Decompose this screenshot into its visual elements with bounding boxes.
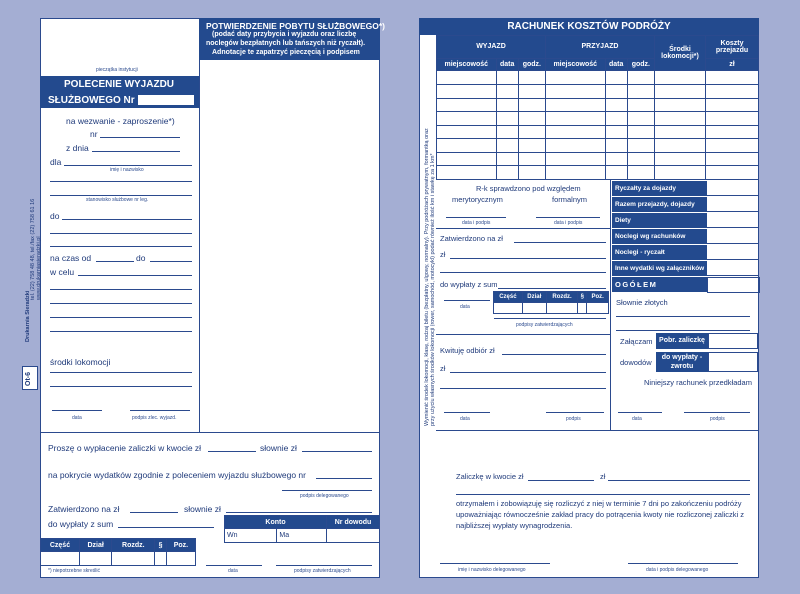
- travel-row: [437, 152, 759, 166]
- order-number-field[interactable]: [138, 95, 194, 105]
- zaliczke-zl: zł: [600, 472, 606, 481]
- summary-label: OGÓŁEM: [612, 277, 707, 292]
- do-wyplaty-zwrotu-label: do wypłaty - zwrotu: [656, 352, 708, 372]
- przy-miejscowosc: miejscowość: [545, 58, 605, 71]
- srodki-header: Środki lokomocji*): [655, 36, 706, 71]
- printer-name: Drukarnia Sieradzki: [25, 290, 31, 342]
- r-cell-poz[interactable]: [587, 303, 609, 314]
- dla-field-2[interactable]: [50, 181, 192, 182]
- travel-cell[interactable]: [518, 85, 545, 99]
- r-cell-paragraf[interactable]: [578, 303, 587, 314]
- cell-rozdz[interactable]: [112, 552, 155, 566]
- merytorycznym: merytorycznym: [452, 195, 503, 204]
- ma-cell[interactable]: Ma: [277, 529, 327, 543]
- order-podpis-caption: podpis zlec. wyjazd.: [132, 415, 177, 421]
- travel-cell[interactable]: [605, 112, 627, 126]
- r-cell-rozdz[interactable]: [546, 303, 578, 314]
- kwituje-label: Kwituję odbiór zł: [440, 346, 495, 355]
- travel-cell[interactable]: [518, 112, 545, 126]
- col-dzial: Dział: [79, 539, 111, 552]
- travel-cell[interactable]: [496, 98, 518, 112]
- r-col-paragraf: §: [578, 292, 587, 303]
- order-data-caption: data: [72, 415, 82, 421]
- do-wyplaty-zwrotu-value[interactable]: [708, 352, 758, 372]
- right-wyplaty-field[interactable]: [498, 288, 606, 289]
- zaliczke-field-2[interactable]: [456, 494, 750, 495]
- confirm-sub-2: noclegów bezpłatnych lub tańszych niż ryczałt).: [206, 40, 366, 47]
- travel-cell[interactable]: [605, 85, 627, 99]
- printer-web: www.drukarniasieradzki.pl: [36, 236, 42, 300]
- travel-cell[interactable]: [437, 152, 497, 166]
- kwituje-zl: zł: [440, 364, 446, 373]
- travel-row: [437, 98, 759, 112]
- cell-dzial[interactable]: [79, 552, 111, 566]
- left-zatw-podpis-line[interactable]: [276, 565, 372, 566]
- col-paragraf: §: [155, 539, 167, 552]
- right-zatw-field[interactable]: [514, 242, 606, 243]
- right-data-caption: data: [460, 304, 470, 310]
- right-zl-field[interactable]: [450, 258, 606, 259]
- r-cell-dzial[interactable]: [522, 303, 546, 314]
- col-poz: Poz.: [166, 539, 195, 552]
- confirm-sub-1: (podać daty przybycia i wyjazdu oraz liczbę: [212, 31, 357, 38]
- travel-cell[interactable]: [437, 85, 497, 99]
- r-col-rozdz: Rozdz.: [546, 292, 578, 303]
- formalny-caption: data i podpis: [554, 220, 583, 226]
- cell-poz[interactable]: [166, 552, 195, 566]
- travel-cell[interactable]: [706, 98, 759, 112]
- na-czas-od-label: na czas od: [50, 253, 92, 263]
- koszty-header: Koszty przejazdu: [706, 36, 759, 59]
- summary-value[interactable]: [707, 213, 758, 228]
- travel-cell[interactable]: [706, 125, 759, 139]
- obligation-text: otrzymałem i zobowiązuję się rozliczyć z niej w terminie 7 dni po zakończeniu podróży upoważniając równocześnie zakład pracy do potrącenia kwoty nie rozliczonej zaliczki z najbliższej wypłaty wynagrodzenia.: [456, 499, 745, 530]
- r-cell-czesc[interactable]: [494, 303, 523, 314]
- travel-cell[interactable]: [518, 71, 545, 85]
- travel-row: [437, 166, 759, 180]
- niniejszy-rachunek: Niniejszy rachunek przedkładam: [644, 378, 752, 387]
- cell-czesc[interactable]: [41, 552, 80, 566]
- kwituje-separator: [436, 334, 610, 335]
- right-bottom-separator: [436, 430, 759, 431]
- summary-value[interactable]: [707, 245, 758, 260]
- dla-label: dla: [50, 157, 62, 167]
- travel-cell[interactable]: [706, 152, 759, 166]
- kwituje-field[interactable]: [502, 354, 606, 355]
- w-celu-field-2[interactable]: [50, 289, 192, 290]
- r-col-czesc: Część: [494, 292, 523, 303]
- travel-cell[interactable]: [545, 166, 605, 180]
- advance-slownie-field[interactable]: [302, 451, 372, 452]
- kwituje-zl-field[interactable]: [450, 372, 606, 373]
- summary-label: Ryczałty za dojazdy: [612, 181, 707, 196]
- travel-cell[interactable]: [496, 152, 518, 166]
- travel-cell[interactable]: [706, 85, 759, 99]
- pobr-zaliczke-value[interactable]: [708, 333, 758, 349]
- niniejszy-podpis-caption: podpis: [710, 416, 725, 422]
- travel-cell[interactable]: [605, 125, 627, 139]
- slownie-zlotych: Słownie złotych: [616, 298, 668, 307]
- zaliczke-zl-field[interactable]: [608, 480, 750, 481]
- travel-cell[interactable]: [627, 85, 654, 99]
- right-zl-field-2[interactable]: [440, 272, 606, 273]
- imie-caption: imię i nazwisko: [110, 167, 144, 173]
- left-zatw-podpis-caption: podpisy zatwierdzających: [294, 568, 351, 574]
- travel-cell[interactable]: [627, 125, 654, 139]
- travel-cell[interactable]: [496, 125, 518, 139]
- right-zatwierdzono: Zatwierdzono na zł: [440, 234, 503, 243]
- travel-cell[interactable]: [437, 125, 497, 139]
- advance-wyplaty-field[interactable]: [118, 527, 214, 528]
- travel-cell[interactable]: [545, 152, 605, 166]
- invitation-label: na wezwanie - zaproszenie*): [66, 116, 175, 126]
- travel-cell[interactable]: [655, 71, 706, 85]
- travel-cell[interactable]: [545, 139, 605, 153]
- stamp-caption: pieczątka instytucji: [96, 67, 138, 73]
- summary-label: Noclegi wg rachunków: [612, 229, 707, 244]
- cell-paragraf[interactable]: [155, 552, 167, 566]
- travel-row: [437, 85, 759, 99]
- w-celu-label: w celu: [50, 267, 75, 277]
- right-class-table: [493, 291, 609, 314]
- verify-separator: [436, 228, 610, 229]
- travel-cell[interactable]: [518, 139, 545, 153]
- dla-field-3[interactable]: [50, 195, 192, 196]
- advance-amount-field[interactable]: [208, 451, 256, 452]
- right-zl-label: zł: [440, 250, 446, 259]
- travel-rows: [437, 71, 759, 180]
- confirm-area[interactable]: [200, 61, 378, 431]
- w-celu-field-4[interactable]: [50, 317, 192, 318]
- summary-value[interactable]: [707, 261, 758, 276]
- advance-nr-field[interactable]: [316, 478, 372, 479]
- kwituje-data-caption: data: [460, 416, 470, 422]
- do-field[interactable]: [62, 219, 192, 220]
- left-class-table: [40, 538, 196, 566]
- travel-row: [437, 112, 759, 126]
- slownie-field-2[interactable]: [616, 330, 750, 331]
- order-data-line[interactable]: [52, 410, 102, 411]
- dla-field[interactable]: [64, 165, 192, 166]
- zaliczke-label: Zaliczkę w kwocie zł: [456, 472, 524, 481]
- imie-deleg-line[interactable]: [440, 563, 550, 564]
- advance-slownie2: słownie zł: [184, 504, 221, 514]
- travel-cell[interactable]: [655, 85, 706, 99]
- travel-cell[interactable]: [605, 166, 627, 180]
- summary-label: Diety: [612, 213, 707, 228]
- left-zatw-data-line[interactable]: [206, 565, 262, 566]
- w-celu-field[interactable]: [78, 275, 192, 276]
- advance-zatw-field[interactable]: [130, 512, 178, 513]
- travel-cell[interactable]: [437, 98, 497, 112]
- srodki-label: środki lokomocji: [50, 357, 111, 367]
- col-rozdz: Rozdz.: [112, 539, 155, 552]
- advance-do-wyplaty: do wypłaty z sum: [48, 519, 114, 529]
- printer-contact: tel. (22) 758 48 48, tel./fax (22) 758 61 16: [30, 198, 36, 300]
- summary-label: Inne wydatki wg załączników: [612, 261, 707, 276]
- do-field-2[interactable]: [50, 233, 192, 234]
- podpis-deleg-line[interactable]: [628, 563, 738, 564]
- travel-cell[interactable]: [605, 98, 627, 112]
- summary-value[interactable]: [707, 197, 758, 212]
- travel-table: [436, 35, 759, 180]
- w-celu-field-3[interactable]: [50, 303, 192, 304]
- footnote: *) niepotrzebne skreślić: [48, 568, 100, 574]
- nr-dowodu-header: Nr dowodu: [327, 516, 380, 529]
- travel-cell[interactable]: [627, 112, 654, 126]
- travel-cell[interactable]: [518, 166, 545, 180]
- travel-cell[interactable]: [496, 139, 518, 153]
- advance-zatwierdzono: Zatwierdzono na zł: [48, 504, 120, 514]
- przy-data: data: [605, 58, 627, 71]
- podpis-deleg-caption: data i podpis delegowanego: [646, 567, 709, 573]
- niniejszy-podpis-line[interactable]: [684, 412, 750, 413]
- travel-cell[interactable]: [605, 71, 627, 85]
- imie-deleg-caption: imię i nazwisko delegowanego: [458, 567, 526, 573]
- wyj-miejscowosc: miejscowość: [437, 58, 497, 71]
- transport-note-1: Wymienić środek lokomocji, klasę, rodzaj biletu (bezpłatny, ulgowy, normalny). Przy podróżach prywatnym, formantką oraz: [424, 128, 430, 426]
- r-col-poz: Poz.: [587, 292, 609, 303]
- travel-cell[interactable]: [518, 152, 545, 166]
- kwituje-podpis-line[interactable]: [546, 412, 604, 413]
- travel-cell[interactable]: [655, 125, 706, 139]
- z-dnia-field[interactable]: [92, 151, 180, 152]
- travel-cell[interactable]: [605, 152, 627, 166]
- cost-title-bar: RACHUNEK KOSZTÓW PODRÓŻY: [419, 18, 759, 35]
- wyj-data: data: [496, 58, 518, 71]
- travel-cell[interactable]: [706, 71, 759, 85]
- right-data-line[interactable]: [444, 300, 490, 301]
- travel-cell[interactable]: [627, 152, 654, 166]
- do-field-3[interactable]: [50, 246, 192, 247]
- travel-cell[interactable]: [545, 85, 605, 99]
- w-celu-field-5[interactable]: [50, 331, 192, 332]
- travel-cell[interactable]: [627, 98, 654, 112]
- niniejszy-data-caption: data: [632, 416, 642, 422]
- formalny-line[interactable]: [536, 217, 600, 218]
- advance-separator: [40, 432, 380, 433]
- dowodow: dowodów: [620, 358, 652, 367]
- travel-cell[interactable]: [627, 71, 654, 85]
- travel-cell[interactable]: [655, 112, 706, 126]
- niniejszy-data-line[interactable]: [618, 412, 662, 413]
- wn-cell[interactable]: Wn: [225, 529, 277, 543]
- kwituje-data-line[interactable]: [444, 412, 490, 413]
- konto-table: [224, 515, 380, 543]
- summary-label: Razem przejazdy, dojazdy: [612, 197, 707, 212]
- travel-cell[interactable]: [655, 139, 706, 153]
- travel-row: [437, 71, 759, 85]
- travel-cell[interactable]: [437, 139, 497, 153]
- zaliczke-field[interactable]: [528, 480, 594, 481]
- ogolem-value[interactable]: [707, 277, 760, 293]
- advance-line2: na pokrycie wydatków zgodnie z poleceniem wyjazdu służbowego nr: [48, 470, 306, 480]
- wyjazd-header: WYJAZD: [437, 36, 546, 59]
- kwituje-zl-field-2[interactable]: [440, 388, 606, 389]
- stanowisko-caption: stanowisko służbowe nr leg.: [86, 197, 149, 203]
- merytoryczny-caption: data i podpis: [462, 220, 491, 226]
- travel-row: [437, 125, 759, 139]
- travel-cell[interactable]: [496, 112, 518, 126]
- transport-note-2: przy użyciu własnych środków lokomocji (rower, samochód, motocykl) podać również ilość km i stawkę za 1 km*: [430, 153, 436, 426]
- travel-cell[interactable]: [655, 152, 706, 166]
- summary-value[interactable]: [707, 181, 758, 196]
- travel-cell[interactable]: [437, 166, 497, 180]
- travel-cell[interactable]: [655, 98, 706, 112]
- od-field[interactable]: [96, 261, 134, 262]
- wyj-godz: godz.: [518, 58, 545, 71]
- kwituje-podpis-caption: podpis: [566, 416, 581, 422]
- do-label: do: [50, 211, 60, 221]
- travel-cell[interactable]: [627, 139, 654, 153]
- travel-cell[interactable]: [496, 85, 518, 99]
- nr-dowodu-cell[interactable]: [327, 529, 380, 543]
- advance-line1: Proszę o wypłacenie zaliczki w kwocie zł: [48, 443, 202, 453]
- right-do-wyplaty: do wypłaty z sum: [440, 280, 498, 289]
- travel-row: [437, 139, 759, 153]
- pobr-zaliczke-label: Pobr. zaliczkę: [656, 333, 708, 349]
- do2-label: do: [136, 253, 146, 263]
- advance-slownie2-field[interactable]: [226, 512, 372, 513]
- travel-cell[interactable]: [496, 71, 518, 85]
- zalaczam: Załączam: [620, 337, 653, 346]
- order-title-line2: SŁUŻBOWEGO Nr: [48, 95, 135, 106]
- travel-cell[interactable]: [437, 71, 497, 85]
- travel-cell[interactable]: [706, 139, 759, 153]
- koszty-zl: zł: [706, 58, 759, 71]
- travel-cell[interactable]: [545, 71, 605, 85]
- travel-cell[interactable]: [605, 139, 627, 153]
- travel-cell[interactable]: [545, 125, 605, 139]
- merytoryczny-line[interactable]: [446, 217, 506, 218]
- right-zatw-sig-line[interactable]: [494, 318, 606, 319]
- travel-cell[interactable]: [518, 98, 545, 112]
- confirm-sub-3: Adnotacje te zapatrzyć pieczęcią i podpisem: [212, 49, 360, 56]
- travel-cell[interactable]: [545, 112, 605, 126]
- srodki-field-2[interactable]: [50, 386, 192, 387]
- travel-cell[interactable]: [627, 166, 654, 180]
- nr-label: nr: [90, 129, 98, 139]
- right-zatw-sig-caption: podpisy zatwierdzających: [516, 322, 573, 328]
- r-col-dzial: Dział: [522, 292, 546, 303]
- travel-cell[interactable]: [655, 166, 706, 180]
- travel-cell[interactable]: [706, 166, 759, 180]
- left-zatw-data-caption: data: [228, 568, 238, 574]
- advance-slownie: słownie zł: [260, 443, 297, 453]
- nr-field[interactable]: [100, 137, 180, 138]
- rk-sprawdzono: R-k sprawdzono pod względem: [476, 184, 581, 193]
- travel-cell[interactable]: [496, 166, 518, 180]
- srodki-field[interactable]: [50, 372, 192, 373]
- form-code: Ot-6: [25, 372, 32, 386]
- slownie-field[interactable]: [616, 316, 750, 317]
- przyjazd-header: PRZYJAZD: [545, 36, 654, 59]
- col-czesc: Część: [41, 539, 80, 552]
- do2-field[interactable]: [150, 261, 192, 262]
- travel-cell[interactable]: [706, 112, 759, 126]
- order-title-line1: POLECENIE WYJAZDU: [64, 79, 175, 90]
- konto-header: Konto: [225, 516, 327, 529]
- travel-cell[interactable]: [437, 112, 497, 126]
- formalnym: formalnym: [552, 195, 588, 204]
- summary-label: Noclegi - ryczałt: [612, 245, 707, 260]
- deleg-signature-line[interactable]: [282, 490, 372, 491]
- confirm-title: POTWIERDZENIE POBYTU SŁUŻBOWEGO*): [206, 21, 385, 31]
- z-dnia-label: z dnia: [66, 143, 89, 153]
- przy-godz: godz.: [627, 58, 654, 71]
- summary-value[interactable]: [707, 229, 758, 244]
- travel-cell[interactable]: [518, 125, 545, 139]
- travel-cell[interactable]: [545, 98, 605, 112]
- order-podpis-line[interactable]: [130, 410, 190, 411]
- deleg-signature-caption: podpis delegowanego: [300, 493, 349, 499]
